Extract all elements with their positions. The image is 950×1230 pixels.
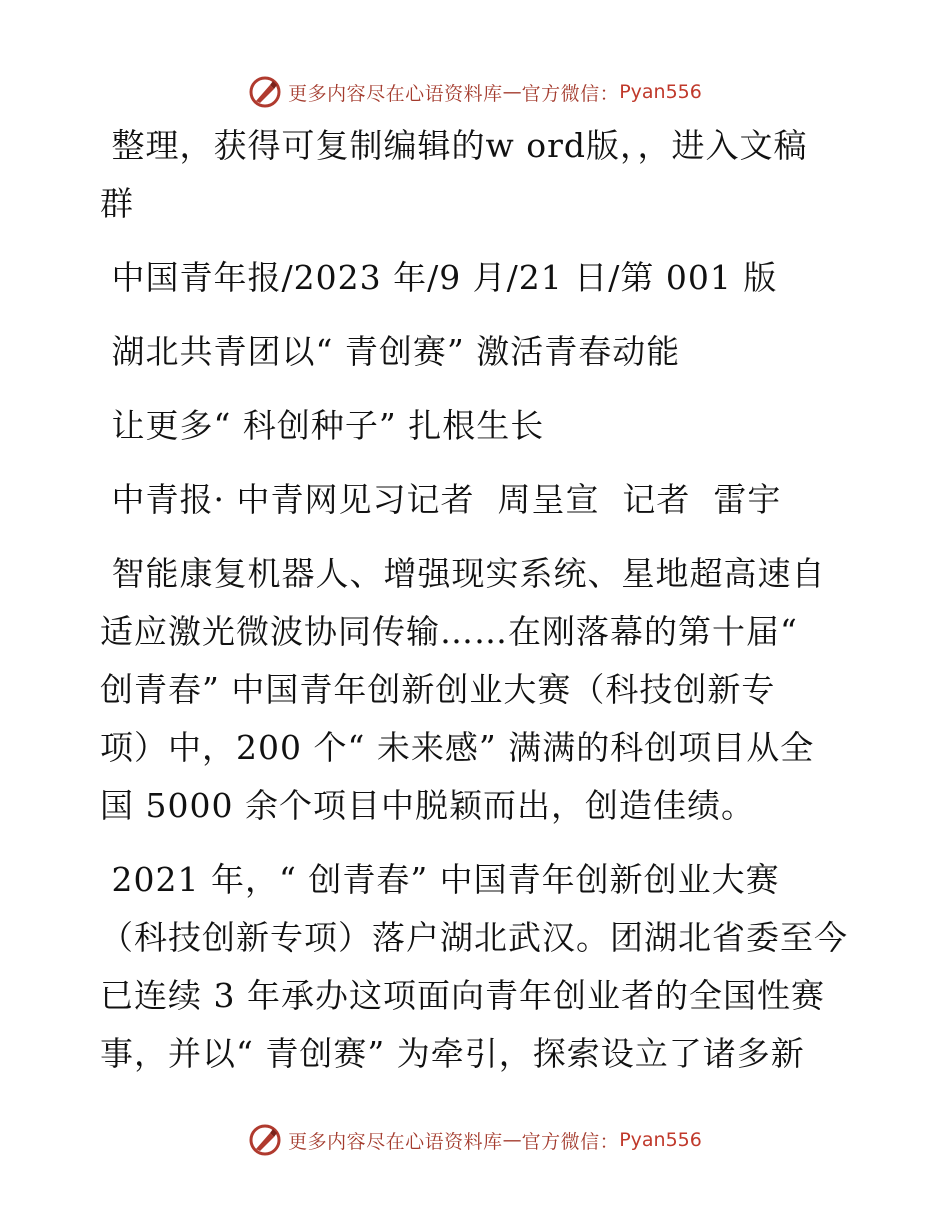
pen-logo-icon (248, 75, 282, 109)
pen-logo-icon (248, 1123, 282, 1157)
header-watermark (0, 72, 950, 112)
paragraph-1-line-1: 智能康复机器人、增强现实系统、星地超高速自 (100, 554, 826, 593)
article-subheadline: 让更多“ 科创种子” 扎根生长 (100, 406, 545, 445)
footer-watermark (0, 1120, 950, 1160)
article-headline: 湖北共青团以“ 青创赛” 激活青春动能 (100, 332, 681, 371)
paragraph-1-line-4: 项）中，200 个“ 未来感” 满满的科创项目从全 (100, 728, 815, 767)
paragraph-2-line-2: （科技创新专项）落户湖北武汉。团湖北省委至今 (100, 918, 848, 957)
watermark-text: 更多内容尽在心语资料库 (288, 1130, 503, 1153)
watermark-suffix: 官方微信： (521, 82, 620, 105)
paragraph-2-line-1: 2021 年，“ 创青春” 中国青年创新创业大赛 (100, 860, 780, 899)
article-byline: 中青报· 中青网见习记者 周呈宣 记者 雷宇 (100, 480, 782, 519)
paragraph-2-line-4: 事，并以“ 青创赛” 为牵引，探索设立了诸多新 (100, 1034, 805, 1073)
watermark-dash: — (502, 1129, 522, 1151)
newspaper-source: 中国青年报/2023 年/9 月/21 日/第 001 版 (100, 258, 778, 297)
paragraph-1-line-3: 创青春” 中国青年创新创业大赛（科技创新专 (100, 670, 776, 709)
watermark-text: 更多内容尽在心语资料库 (288, 82, 503, 105)
watermark-wechat-id: Pyan556 (619, 1129, 702, 1151)
text-line-2: 群 (100, 184, 134, 223)
watermark-wechat-id: Pyan556 (619, 81, 702, 103)
paragraph-1-line-5: 国 5000 余个项目中脱颖而出，创造佳绩。 (100, 786, 755, 825)
paragraph-2-line-3: 已连续 3 年承办这项面向青年创业者的全国性赛 (100, 976, 825, 1015)
paragraph-1-line-2: 适应激光微波协同传输……在刚落幕的第十届“ (100, 612, 798, 651)
watermark-suffix: 官方微信： (521, 1130, 620, 1153)
text-line-1: 整理，获得可复制编辑的w ord版，，进入文稿 (100, 126, 808, 165)
watermark-dash: — (502, 81, 522, 103)
